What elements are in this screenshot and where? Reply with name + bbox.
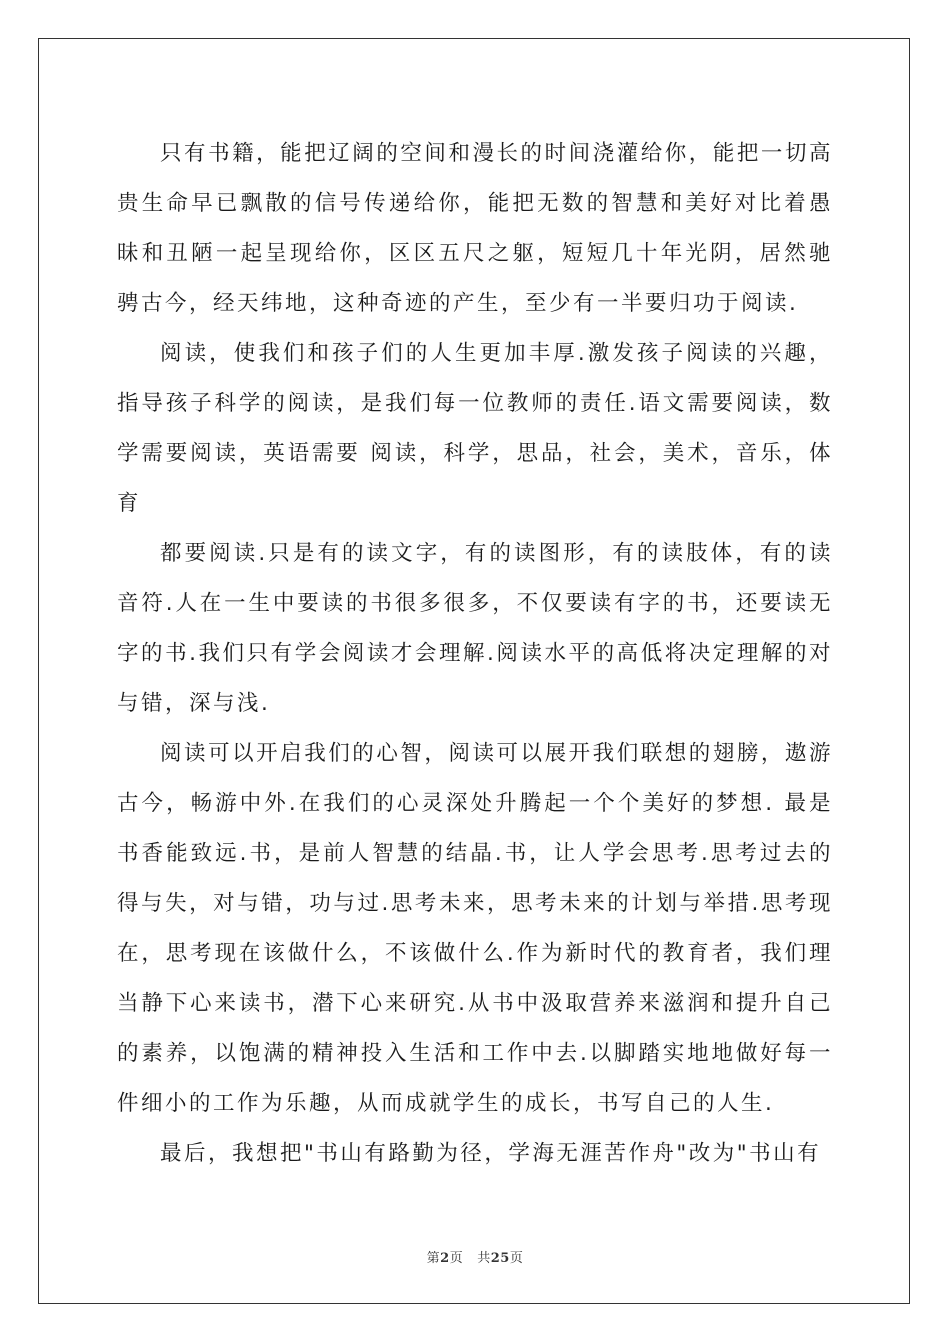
current-page-number: 2	[440, 1251, 450, 1266]
paragraph-5: 最后，我想把"书山有路勤为径，学海无涯苦作舟"改为"书山有	[160, 1141, 822, 1166]
paragraph-3: 都要阅读.只是有的读文字，有的读图形，有的读肢体，有的读音符.人在一生中要读的书很多很多，不仅要读有字的书，还要读无字的书.我们只有学会阅读才会理解.阅读水平的高低将决定理解的对与错，深与浅.	[117, 541, 833, 716]
paragraph-1: 只有书籍，能把辽阔的空间和漫长的时间浇灌给你，能把一切高贵生命早已飘散的信号传递给你，能把无数的智慧和美好对比着愚昧和丑陋一起呈现给你，区区五尺之躯，短短几十年光阴，居然驰骋古今，经天纬地，这种奇迹的产生，至少有一半要归功于阅读.	[117, 141, 833, 316]
paragraph-4: 阅读可以开启我们的心智，阅读可以展开我们联想的翅膀，遨游古今，畅游中外.在我们的心灵深处升腾起一个个美好的梦想. 最是书香能致远.书，是前人智慧的结晶.书，让人学会思考.思考过去的得与失，对与错，功与过.思考未来，思考未来的计划与举措.思考现在，思考现在该做什么，不该做什么.作为新时代的教育者，我们理当静下心来读书，潜下心来研究.从书中汲取营养来滋润和提升自己的素养，以饱满的精神投入生活和工作中去.以脚踏实地地做好每一件细小的工作为乐趣，从而成就学生的成长，书写自己的人生.	[117, 741, 833, 1116]
page-suffix: 页	[449, 1251, 464, 1266]
total-suffix: 页	[509, 1251, 524, 1266]
page-prefix: 第	[426, 1251, 441, 1266]
document-body	[117, 129, 833, 1179]
total-prefix: 共	[477, 1251, 491, 1266]
total-pages-number: 25	[490, 1251, 510, 1266]
page-footer	[0, 1247, 950, 1266]
paragraph-2: 阅读，使我们和孩子们的人生更加丰厚.激发孩子阅读的兴趣，指导孩子科学的阅读，是我们每一位教师的责任.语文需要阅读，数学需要阅读，英语需要 阅读，科学，思品，社会，美术，音乐，体育	[117, 341, 833, 516]
